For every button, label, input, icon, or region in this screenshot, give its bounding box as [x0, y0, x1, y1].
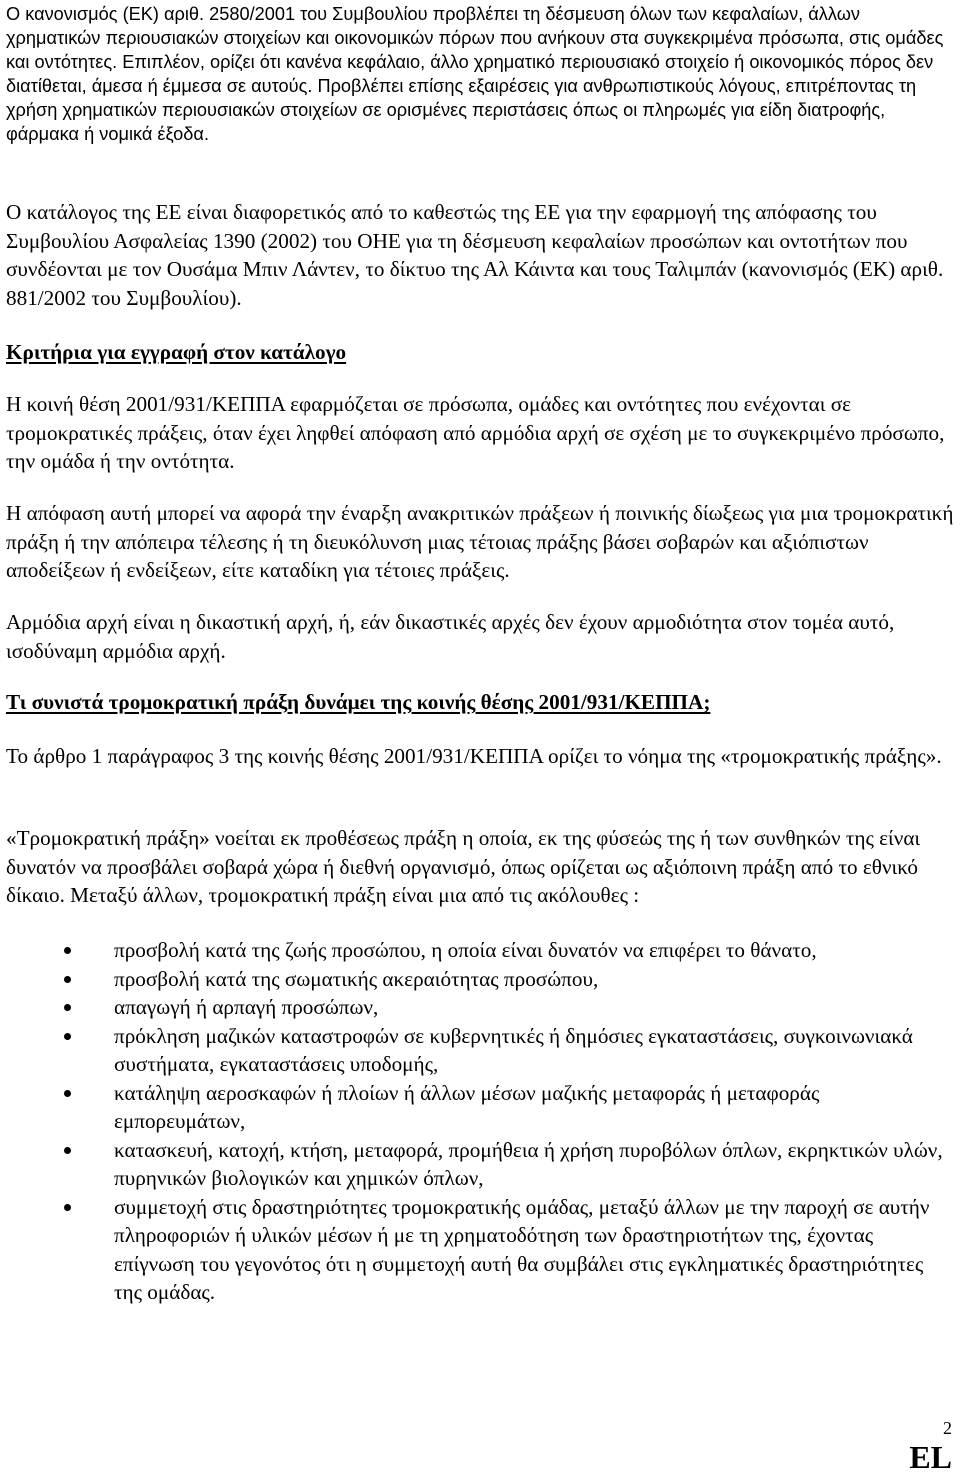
page-number: 2	[943, 1418, 952, 1438]
list-item	[0, 936, 944, 965]
list-item	[0, 1136, 944, 1193]
list-item	[0, 1193, 944, 1307]
list-item-text: κατάληψη αεροσκαφών ή πλοίων ή άλλων μέσων μαζικής μεταφοράς ή μεταφοράς εμπορευμάτων,	[114, 1080, 820, 1133]
paragraph-eu-list-difference: Ο κατάλογος της ΕΕ είναι διαφορετικός από το καθεστώς της ΕΕ για την εφαρμογή της απόφασης του Συμβουλίου Ασφαλείας 1390 (2002) του ΟΗΕ για τη δέσμευση κεφαλαίων προσώπων και οντοτήτων που συνδέονται με τον Ουσάμα Μπιν Λάντεν, το δίκτυο της Αλ Κάιντα και τους Ταλιμπάν (κανονισμός (ΕΚ) αριθ. 881/2002 του Συμβουλίου).	[6, 200, 944, 310]
terrorist-acts-list	[0, 936, 960, 1307]
list-item-text: συμμετοχή στις δραστηριότητες τρομοκρατικής ομάδας, μεταξύ άλλων με την παροχή σε αυτήν πληροφοριών ή υλικών μέσων ή με τη χρηματοδότηση των δραστηριοτήτων της, έχοντας επίγνωση του γεγονότος ότι η συμμετοχή αυτή θα συμβάλει στις εγκληματικές δραστηριότητες της ομάδας.	[114, 1194, 930, 1304]
list-item	[0, 1079, 944, 1136]
paragraph-terrorist-act-meaning: «Τρομοκρατική πράξη» νοείται εκ προθέσεως πράξη η οποία, εκ της φύσεώς της ή των συνθηκών της είναι δυνατόν να προσβάλει σοβαρά χώρα ή διεθνή οργανισμό, όπως ορίζεται ως αξιόποινη πράξη από το εθνικό δίκαιο. Μεταξύ άλλων, τρομοκρατική πράξη είναι μια από τις ακόλουθες :	[6, 826, 921, 907]
list-item-text: κατασκευή, κατοχή, κτήση, μεταφορά, προμήθεια ή χρήση πυροβόλων όπλων, εκρηκτικών υλών, πυρηνικών βιολογικών και χημικών όπλων,	[114, 1137, 943, 1190]
list-item	[0, 1022, 944, 1079]
bullet-icon	[64, 1147, 71, 1154]
heading-terrorist-act-definition	[6, 688, 956, 717]
heading-listing-criteria	[6, 338, 956, 367]
list-item	[0, 993, 944, 1022]
paragraph-decision: Η απόφαση αυτή μπορεί να αφορά την έναρξη ανακριτικών πράξεων ή ποινικής δίωξεως για μια τρομοκρατική πράξη ή την απόπειρα τέλεσης ή τη διευκόλυνση μιας τέτοιας πράξης βάσει σοβαρών και αξιόπιστων αποδείξεων ή ενδείξεων, είτε καταδίκη για τέτοιες πράξεις.	[6, 501, 954, 582]
list-item-text: προσβολή κατά της ζωής προσώπου, η οποία είναι δυνατόν να επιφέρει το θάνατο,	[114, 938, 817, 962]
paragraph-competent-authority: Αρμόδια αρχή είναι η δικαστική αρχή, ή, εάν δικαστικές αρχές δεν έχουν αρμοδιότητα στον τομέα αυτό, ισοδύναμη αρμόδια αρχή.	[6, 610, 895, 663]
list-item	[0, 965, 944, 994]
list-item-text: πρόκληση μαζικών καταστροφών σε κυβερνητικές ή δημόσιες εγκαταστάσεις, συγκοινωνιακά συστήματα, εγκαταστάσεις υποδομής,	[114, 1023, 913, 1076]
heading-listing-criteria-text: Κριτήρια για εγγραφή στον κατάλογο	[6, 340, 347, 364]
bullet-icon	[64, 947, 71, 954]
paragraph-article-1: Το άρθρο 1 παράγραφος 3 της κοινής θέσης 2001/931/ΚΕΠΠΑ ορίζει το νόημα της «τρομοκρατικής πράξης».	[6, 744, 942, 768]
language-code: EL	[909, 1439, 952, 1475]
bullet-icon	[64, 1033, 71, 1040]
bullet-icon	[64, 1204, 71, 1211]
list-item-text: προσβολή κατά της σωματικής ακεραιότητας προσώπου,	[114, 966, 599, 991]
heading-terrorist-act-definition-text: Τι συνιστά τρομοκρατική πράξη δυνάμει της κοινής θέσης 2001/931/ΚΕΠΠΑ;	[6, 690, 711, 714]
list-item-text: απαγωγή ή αρπαγή προσώπων,	[114, 995, 379, 1019]
bullet-icon	[64, 1090, 71, 1097]
paragraph-common-position: Η κοινή θέση 2001/931/ΚΕΠΠΑ εφαρμόζεται σε πρόσωπα, ομάδες και οντότητες που ενέχονται σε τρομοκρατικές πράξεις, όταν έχει ληφθεί απόφαση από αρμόδια αρχή σε σχέση με το συγκεκριμένο πρόσωπο, την ομάδα ή την οντότητα.	[6, 392, 945, 473]
bullet-icon	[64, 976, 71, 983]
paragraph-asset-freeze: Ο κανονισμός (ΕΚ) αριθ. 2580/2001 του Συμβουλίου προβλέπει τη δέσμευση όλων των κεφαλαίων, άλλων χρηματικών περιουσιακών στοιχείων και οικονομικών πόρων που ανήκουν στα συγκεκριμένα πρόσωπα, στις ομάδες και οντότητες. Επιπλέον, ορίζει ότι κανένα κεφάλαιο, άλλο χρηματικό περιουσιακό στοιχείο ή οικονομικός πόρος δεν διατίθεται, άμεσα ή έμμεσα σε αυτούς. Προβλέπει επίσης εξαιρέσεις για ανθρωπιστικούς λόγους, επιτρέποντας τη χρήση χρηματικών περιουσιακών στοιχείων σε ορισμένες περιστάσεις όπως οι πληρωμές για είδη διατροφής, φάρμακα ή νομικά έξοδα.	[6, 4, 944, 144]
bullet-icon	[64, 1004, 71, 1011]
